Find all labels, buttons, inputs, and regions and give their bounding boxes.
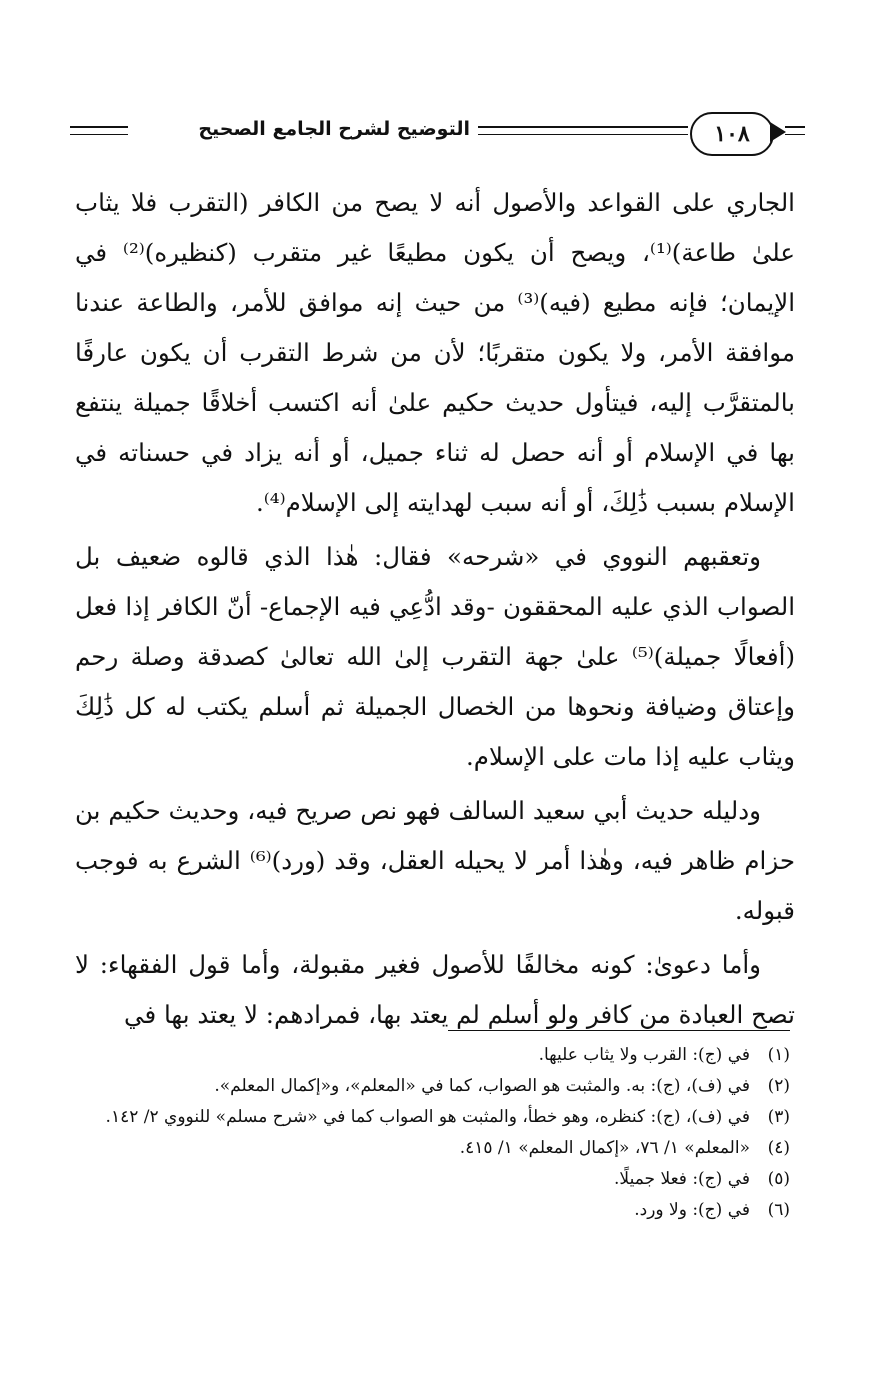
footnote-text: في (ف)، (ج): به. والمثبت هو الصواب، كما في «المعلم»، و«إكمال المعلم». bbox=[214, 1076, 750, 1096]
footnote-number: (٢) bbox=[767, 1076, 790, 1096]
header-rule-left-bottom bbox=[70, 134, 128, 135]
footnote-text: «المعلم» ١/ ٧٦، «إكمال المعلم» ١/ ٤١٥. bbox=[459, 1138, 750, 1158]
footnote-2 bbox=[75, 1071, 790, 1102]
footnote-number: (٦) bbox=[767, 1200, 790, 1220]
footnote-text: في (ج): فعلا جميلًا. bbox=[614, 1169, 750, 1189]
footnote-3 bbox=[75, 1102, 790, 1133]
footnote-text: في (ف)، (ج): كنظره، وهو خطأ، والمثبت هو الصواب كما في «شرح مسلم» للنووي ٢/ ١٤٢. bbox=[105, 1107, 750, 1127]
footnote-5 bbox=[75, 1164, 790, 1195]
header-rule-right-bottom bbox=[785, 134, 805, 135]
paragraph-2: وتعقبهم النووي في «شرحه» فقال: هٰذا الذي قالوه ضعيف بل الصواب الذي عليه المحققون -وقد ادُّعِي فيه الإجماع- أنّ الكافر إذا فعل (أفعالًا جميلة)⁽⁵⁾ علىٰ جهة التقرب إلىٰ الله تعالىٰ كصدقة وصلة رحم وإعتاق وضيافة ونحوها من الخصال الجميلة ثم أسلم يكتب له كل ذَٰلِكَ ويثاب عليه إذا مات على الإسلام. bbox=[75, 542, 796, 771]
footnote-4 bbox=[75, 1133, 790, 1164]
footnote-1 bbox=[75, 1040, 790, 1071]
footnote-number: (٥) bbox=[767, 1169, 790, 1189]
page-number-badge bbox=[690, 112, 774, 156]
header-rule-left-top bbox=[70, 126, 128, 128]
main-text bbox=[75, 178, 795, 1040]
footnote-separator bbox=[448, 1030, 790, 1031]
footnote-number: (٤) bbox=[767, 1138, 790, 1158]
paragraph-1: الجاري على القواعد والأصول أنه لا يصح من الكافر (التقرب فلا يثاب علىٰ طاعة)⁽¹⁾، ويصح أن يكون مطيعًا غير متقرب (كنظيره)⁽²⁾ في الإيمان؛ فإنه مطيع (فيه)⁽³⁾ من حيث إنه موافق للأمر، والطاعة عندنا موافقة الأمر، ولا يكون متقربًا؛ لأن من شرط التقرب أن يكون عارفًا بالمتقرَّب إليه، فيتأول حديث حكيم علىٰ أنه اكتسب أخلاقًا جميلة ينتفع بها في الإسلام أو أنه حصل له ثناء جميل، أو أنه يزاد في حسناته في الإسلام بسبب ذَٰلِكَ، أو أنه سبب لهدايته إلى الإسلام⁽⁴⁾. bbox=[75, 188, 796, 517]
footnotes bbox=[75, 1040, 790, 1226]
running-title: التوضيح لشرح الجامع الصحيح bbox=[198, 118, 470, 140]
footnote-text: في (ج): القرب ولا يثاب عليها. bbox=[538, 1045, 750, 1065]
header-rule-right-top bbox=[785, 126, 805, 128]
header-rule-middle-bottom bbox=[478, 134, 688, 135]
badge-arrow-icon bbox=[770, 122, 786, 142]
paragraph-3: ودليله حديث أبي سعيد السالف فهو نص صريح فيه، وحديث حكيم بن حزام ظاهر فيه، وهٰذا أمر لا يحيله العقل، وقد (ورد)⁽⁶⁾ الشرع به فوجب قبوله. bbox=[75, 796, 795, 925]
footnote-6 bbox=[75, 1195, 790, 1226]
footnote-number: (٣) bbox=[767, 1107, 790, 1127]
page-header bbox=[70, 112, 805, 158]
footnote-text: في (ج): ولا ورد. bbox=[634, 1200, 750, 1220]
paragraph-4: وأما دعوىٰ: كونه مخالفًا للأصول فغير مقبولة، وأما قول الفقهاء: لا تصح العبادة من كافر ولو أسلم لم يعتد بها، فمرادهم: لا يعتد بها في bbox=[75, 950, 795, 1029]
header-rule-middle-top bbox=[478, 126, 688, 128]
footnote-number: (١) bbox=[767, 1045, 790, 1065]
page-number: ١٠٨ bbox=[714, 121, 750, 147]
